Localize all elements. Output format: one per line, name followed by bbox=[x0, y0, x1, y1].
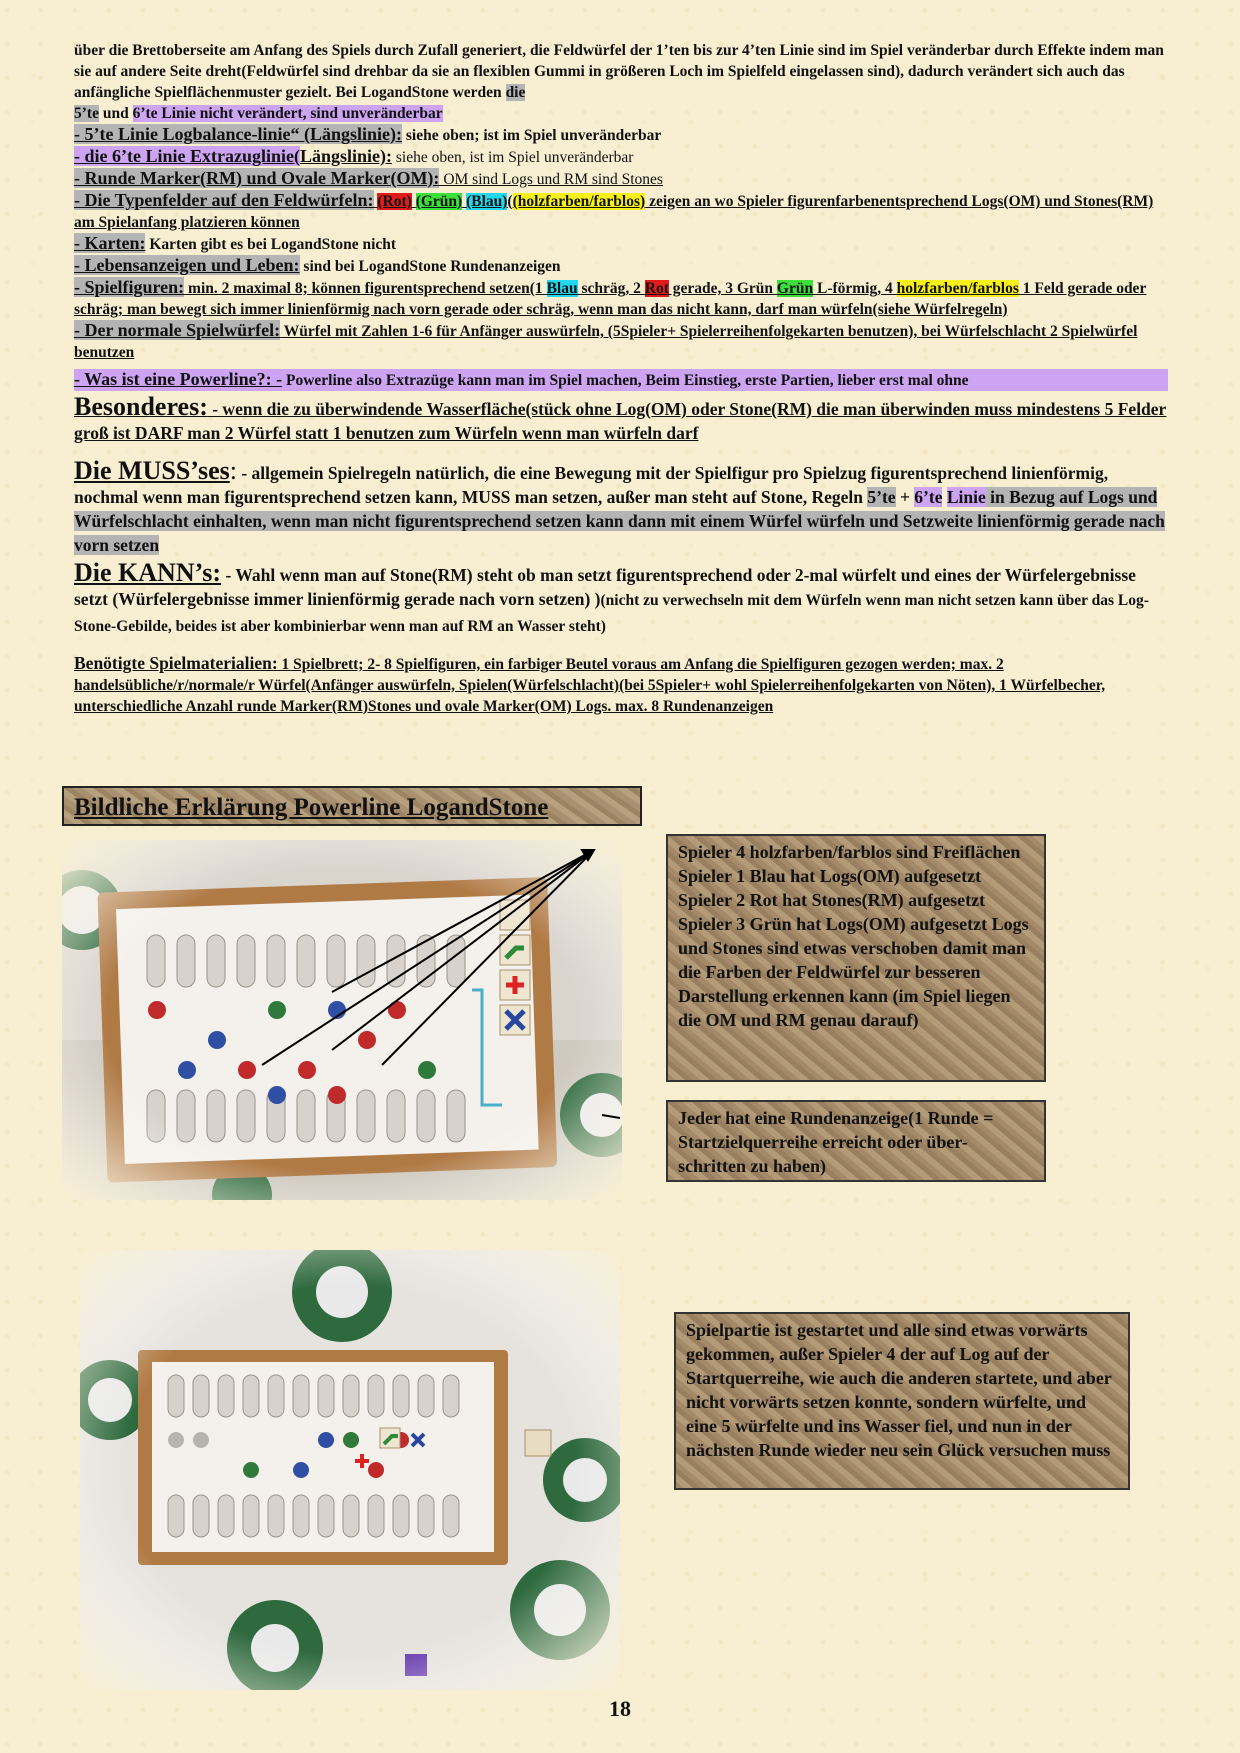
marker-label: - Runde Marker(RM) und Ovale Marker(OM): bbox=[74, 168, 440, 188]
fig-text2: schräg, 2 bbox=[577, 280, 645, 297]
leben-label: - Lebensanzeigen und Leben: bbox=[74, 255, 300, 275]
kann-text2: (nicht zu verwechseln mit dem Würfeln wenn man nicht setzen kann über das Log-Stone-Gebilde, beides ist aber kombinierbar wenn man auf RM an Wasser steht) bbox=[74, 592, 1149, 635]
material-label: Benötigte Spielmaterialien: bbox=[74, 653, 278, 673]
kann-text1: - Wahl wenn man auf Stone(RM) steht ob man setzt figurentsprechend oder 2-mal würfelt und eines der Würfelergebnisse setzt (Würfelergebnisse immer linienförmig gerade nach vorn setzen) ) bbox=[74, 565, 1136, 609]
item-line5 bbox=[74, 124, 1168, 146]
muss-title: Die MUSS’ses bbox=[74, 456, 230, 485]
line6-text: siehe oben, ist im Spiel unveränderbar bbox=[391, 149, 634, 166]
line6-label: - die 6’te Linie Extrazuglinie( bbox=[74, 146, 300, 166]
item-typenfelder: - Die Typenfelder auf den Feldwürfeln: (Rot) (Grün) (Blau)((holzfarben/farblos) zeigen an wo Spieler figurenfarbenentsprechend Logs(OM) und Stones(RM) am Spielanfang platzieren können bbox=[74, 190, 1154, 231]
item-karten bbox=[74, 233, 1168, 255]
item-leben bbox=[74, 255, 1168, 277]
wuerfel-text: Würfel mit Zahlen 1-6 für Anfänger auswürfeln, (5Spieler+ Spielerreihenfolgekarten benutzen), bei Würfelschlacht 2 Spielwürfel benutzen bbox=[74, 323, 1138, 361]
besonderes-text: - wenn die zu überwindende Wasserfläche(stück ohne Log(OM) oder Stone(RM) die man überwinden muss mindestens 5 Felder groß ist DARF man 2 Würfel statt 1 benutzen zum Würfeln wenn man würfeln darf bbox=[74, 399, 1167, 443]
typ-label: - Die Typenfelder auf den Feldwürfeln: bbox=[74, 190, 374, 210]
leben-text: sind bei LogandStone Rundenanzeigen bbox=[299, 258, 561, 275]
item-wuerfel bbox=[74, 320, 1168, 363]
fig-text4: L-förmig, 4 bbox=[813, 280, 897, 297]
main-text bbox=[74, 40, 1168, 717]
wuerfel-label: - Der normale Spielwürfel: bbox=[74, 320, 281, 340]
kann-title: Die KANN’s: bbox=[74, 558, 222, 587]
besonderes-title: Besonderes: bbox=[74, 392, 208, 421]
intro-paragraph bbox=[74, 40, 1168, 124]
fig-text3: gerade, 3 Grün bbox=[668, 280, 777, 297]
note-players: Spieler 4 holzfarben/farblos sind Freiflächen Spieler 1 Blau hat Logs(OM) aufgesetzt Spieler 2 Rot hat Stones(RM) aufgesetzt Spieler 3 Grün hat Logs(OM) aufgesetzt Logs und Stones sind etwas verschoben damit man die Farben der Feldwürfel zur besseren Darstellung erkennen kann (im Spiel liegen die OM und RM genau darauf) bbox=[666, 834, 1046, 1082]
figure-title: Bildliche Erklärung Powerline LogandStone bbox=[62, 786, 642, 826]
board-photo-2-svg bbox=[80, 1250, 620, 1690]
board-photo-1-svg bbox=[62, 840, 622, 1200]
karten-text: Karten gibt es bei LogandStone nicht bbox=[145, 236, 397, 253]
line6-label2: Längslinie): bbox=[299, 146, 392, 166]
line5-text: siehe oben; ist im Spiel unveränderbar bbox=[402, 127, 662, 144]
material-paragraph bbox=[74, 651, 1168, 717]
typ-rot: (Rot) bbox=[377, 193, 412, 210]
marker-text: OM sind Logs und RM sind Stones bbox=[439, 171, 663, 188]
fig-blau: Blau bbox=[546, 280, 578, 297]
fig-holz: holzfarben/farblos bbox=[896, 280, 1019, 297]
muss-colon: : bbox=[229, 456, 237, 485]
note-round-counter: Jeder hat eine Rundenanzeige(1 Runde = Startzielquerreihe erreicht oder über-schritten zu haben) bbox=[666, 1100, 1046, 1182]
intro-highlight-6te: 6’te Linie nicht verändert, sind unveränderbar bbox=[132, 105, 443, 122]
fig-label: - Spielfiguren: bbox=[74, 277, 185, 297]
fig-rot: Rot bbox=[644, 280, 669, 297]
line5-label: - 5’te Linie Logbalance-linie“ (Längslinie): bbox=[74, 124, 402, 144]
muss-plus: + bbox=[895, 487, 915, 507]
page-number: 18 bbox=[609, 1696, 631, 1721]
item-spielfiguren bbox=[74, 277, 1168, 320]
typ-holz: (holzfarben/farblos) bbox=[512, 193, 646, 210]
fig-gruen: Grün bbox=[776, 280, 814, 297]
item-powerline bbox=[74, 369, 1168, 391]
fig-text1: min. 2 maximal 8; können figurentsprechend setzen(1 bbox=[184, 280, 547, 297]
muss-text3: in Bezug auf Logs und Würfelschlacht einhalten, wenn man nicht figurentsprechend setzen kann dann mit einem Würfel würfeln und Setzweite linienförmig gerade nach vorn setzen bbox=[74, 487, 1165, 555]
typ-blau: (Blau) bbox=[466, 193, 508, 210]
power-label: - Was ist eine Powerline?: - bbox=[74, 369, 283, 389]
note-game-state: Spielpartie ist gestartet und alle sind etwas vorwärts gekommen, außer Spieler 4 der auf Log auf der Startquerreihe, wie auch die anderen startete, und aber nicht vorwärts setzen konnte, sondern würfelte, und eine 5 würfelte und ins Wasser fiel, und nun in der nächsten Runde wieder neu sein Glück versuchen muss bbox=[674, 1312, 1130, 1490]
muss-text1: - allgemein Spielregeln natürlich, die eine Bewegung mit der Spielfigur pro Spielzug figurentsprechend linienförmig, nochmal wenn man figurentsprechend setzen kann, MUSS man setzen, außer man steht auf Stone, Regeln bbox=[74, 463, 1109, 507]
typ-text: zeigen an wo Spieler figurenfarbenentsprechend Logs(OM) und Stones(RM) am Spielanfang platzieren können bbox=[74, 193, 1154, 231]
fig-text5: 1 Feld gerade oder schräg; man bewegt sich immer linienförmig nach vorn gerade oder schräg, wenn man das nicht kann, darf man würfeln(siehe Würfelregeln) bbox=[74, 280, 1147, 318]
board-photo-2 bbox=[80, 1250, 620, 1690]
power-text: Powerline also Extrazüge kann man im Spiel machen, Beim Einstieg, erste Partien, lieber erst mal ohne bbox=[282, 372, 969, 389]
intro-text: über die Brettoberseite am Anfang des Spiels durch Zufall generiert, die Feldwürfel der 1’ten bis zur 4’ten Linie sind im Spiel veränderbar durch Effekte indem man sie auf andere Seite dreht(Feldwürfel sind drehbar da sie an flexiblen Gummi in größeren Loch im Spielfeld eingelassen sind), dadurch verändert sich auch das anfängliche Spielflächenmuster gezielt. Bei LogandStone werden bbox=[74, 42, 1164, 101]
muss-highlight-linie: Linie bbox=[946, 487, 986, 507]
kann-paragraph bbox=[74, 558, 1168, 639]
item-marker bbox=[74, 168, 1168, 190]
material-text: 1 Spielbrett; 2- 8 Spielfiguren, ein farbiger Beutel voraus am Anfang die Spielfiguren gezogen werden; max. 2 handelsübliche/r/normale/r Würfel(Anfänger auswürfeln, Spielen(Würfelschlacht)(bei 5Spieler+ wohl Spielerreihenfolgekarten von Nöten), 1 Würfelbecher, unterschiedliche Anzahl runde Marker(RM)Stones und ovale Marker(OM) Logs. max. 8 Rundenanzeigen bbox=[74, 656, 1106, 715]
item-line6 bbox=[74, 146, 1168, 168]
besonderes-paragraph bbox=[74, 392, 1168, 445]
intro-highlight-die: die bbox=[505, 84, 526, 101]
intro-highlight-5te: 5’te bbox=[74, 105, 99, 122]
muss-highlight-6te: 6’te bbox=[914, 487, 943, 507]
muss-paragraph bbox=[74, 456, 1168, 557]
board-photo-1 bbox=[62, 840, 622, 1200]
intro-und: und bbox=[98, 105, 133, 122]
typ-gruen: (Grün) bbox=[415, 193, 463, 210]
karten-label: - Karten: bbox=[74, 233, 146, 253]
muss-highlight-5te: 5’te bbox=[867, 487, 896, 507]
